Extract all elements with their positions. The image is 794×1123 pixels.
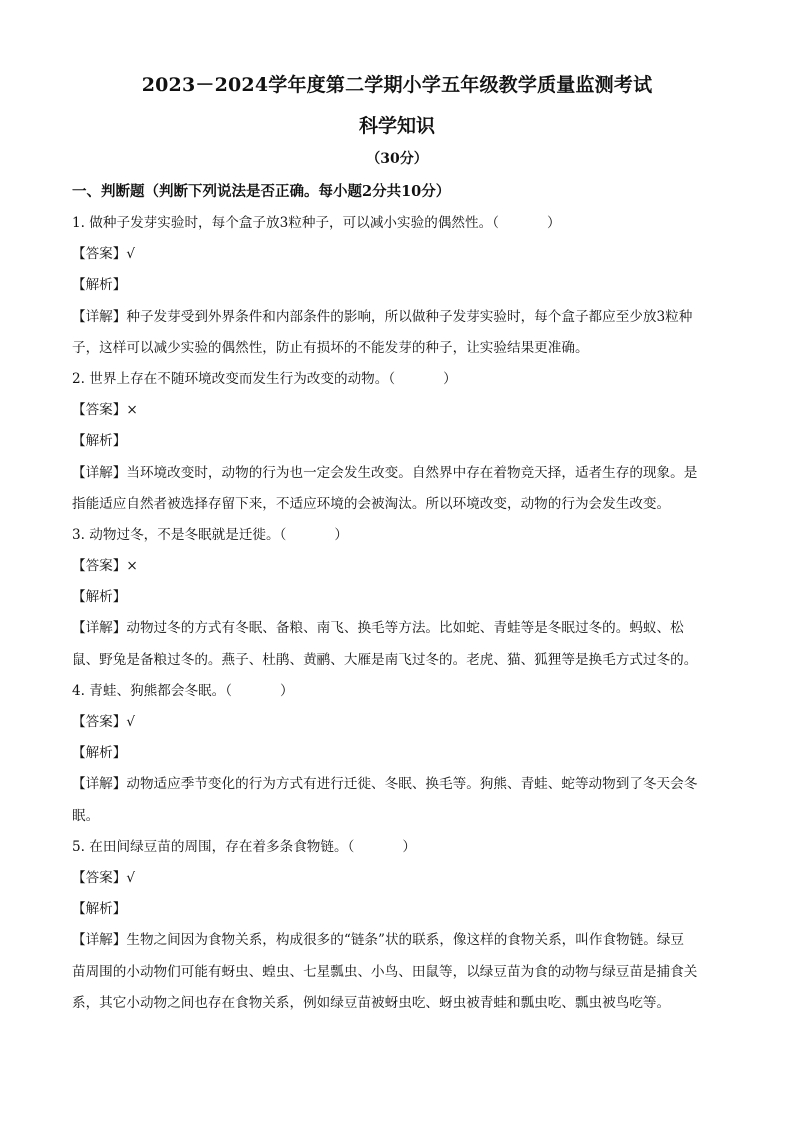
answer-value: ×: [126, 558, 138, 575]
detail-label: 【详解】: [72, 308, 127, 325]
answer-value: ×: [126, 402, 138, 419]
section-heading: 一、判断题（判断下列说法是否正确。每小题2分共10分）: [72, 183, 451, 200]
detail-text: 动物过冬的方式有冬眠、备粮、南飞、换毛等方法。比如蛇、青蛙等是冬眠过冬的。蚂蚁、松: [126, 620, 684, 637]
analysis-line: [72, 270, 722, 301]
detail-text: 眠。: [72, 807, 100, 824]
question-text: 在田间绿豆苗的周围，存在着多条食物链。: [89, 838, 348, 855]
answer-blank-close: ）: [280, 682, 294, 699]
detail-text: 鼠、野兔是备粮过冬的。燕子、杜鹃、黄鹂、大雁是南飞过冬的。老虎、猫、狐狸等是换毛方式过冬的。: [72, 651, 698, 668]
exam-title: 2023－2024学年度第二学期小学五年级教学质量监测考试: [141, 74, 653, 96]
answer-label: 【答案】: [72, 246, 127, 263]
analysis-line: [72, 426, 722, 457]
detail-line: [72, 489, 722, 520]
analysis-line: [72, 894, 722, 925]
answer-label: 【答案】: [72, 402, 127, 419]
detail-line: [72, 988, 722, 1019]
detail-text: 苗周围的小动物们可能有蚜虫、蝗虫、七星瓢虫、小鸟、田鼠等，以绿豆苗为食的动物与绿豆苗是捕食关: [72, 963, 698, 980]
question-text: 动物过冬，不是冬眠就是迁徙。: [89, 526, 280, 543]
subject-title: 科学知识: [358, 115, 435, 137]
question-text: 做种子发芽实验时，每个盒子放3粒种子，可以减小实验的偶然性。: [89, 215, 493, 231]
detail-label: 【详解】: [72, 932, 127, 949]
answer-line: [72, 707, 722, 738]
detail-text: 当环境改变时，动物的行为也一定会发生改变。自然界中存在着物竞天择，适者生存的现象。是: [126, 464, 698, 481]
detail-line: [72, 769, 722, 800]
question-number: 1.: [72, 215, 90, 231]
question-line: [72, 676, 722, 707]
detail-line: [72, 957, 722, 988]
answer-blank-open: （: [388, 370, 396, 387]
detail-line: [72, 925, 722, 956]
answer-label: 【答案】: [72, 869, 127, 886]
question-number: 4.: [72, 682, 90, 699]
answer-blank-open: （: [347, 838, 355, 855]
answer-blank-close: ）: [443, 370, 457, 387]
analysis-label: 【解析】: [72, 433, 127, 450]
answer-line: [72, 551, 722, 582]
question-text: 世界上存在不随环境改变而发生行为改变的动物。: [89, 370, 389, 387]
answer-blank-open: （: [225, 682, 233, 699]
answer-line: [72, 863, 722, 894]
analysis-line: [72, 582, 722, 613]
question-number: 2.: [72, 370, 90, 387]
detail-text: 子，这样可以减少实验的偶然性，防止有损坏的不能发芽的种子，让实验结果更准确。: [72, 339, 589, 356]
answer-value: √: [126, 246, 136, 263]
answer-value: √: [126, 869, 136, 886]
question-number: 3.: [72, 526, 90, 543]
question-line: [72, 364, 722, 395]
question-line: [72, 520, 722, 551]
answer-line: [72, 395, 722, 426]
detail-line: [72, 613, 722, 644]
answer-line: [72, 239, 722, 270]
detail-label: 【详解】: [72, 464, 127, 481]
detail-line: [72, 801, 722, 832]
answer-value: √: [126, 714, 136, 730]
detail-line: [72, 645, 722, 676]
answer-label: 【答案】: [72, 714, 127, 730]
analysis-label: 【解析】: [72, 901, 127, 918]
detail-text: 系，其它小动物之间也存在食物关系，例如绿豆苗被蚜虫吃、蚜虫被青蛙和瓢虫吃、瓢虫被鸟吃等。: [72, 994, 671, 1011]
question-text: 青蛙、狗熊都会冬眠。: [89, 682, 226, 699]
score-label: （30分）: [366, 151, 428, 167]
analysis-label: 【解析】: [72, 589, 127, 606]
question-list: [72, 208, 722, 1019]
answer-blank-open: （: [279, 526, 287, 543]
answer-label: 【答案】: [72, 558, 127, 575]
detail-text: 动物适应季节变化的行为方式有进行迁徙、冬眠、换毛等。狗熊、青蛙、蛇等动物到了冬天会冬: [126, 776, 698, 793]
answer-blank-close: ）: [402, 838, 416, 855]
detail-text: 种子发芽受到外界条件和内部条件的影响，所以做种子发芽实验时，每个盒子都应至少放3粒种: [126, 308, 693, 325]
detail-text: 指能适应自然者被选择存留下来，不适应环境的会被淘汰。所以环境改变，动物的行为会发生改变。: [72, 495, 671, 512]
answer-blank-close: ）: [334, 526, 348, 543]
question-line: [72, 208, 722, 239]
detail-line: [72, 458, 722, 489]
detail-line: [72, 333, 722, 364]
detail-line: [72, 302, 722, 333]
answer-blank-open: （: [492, 215, 499, 231]
detail-text: 生物之间因为食物关系，构成很多的“链条”状的联系，像这样的食物关系，叫作食物链。绿豆: [126, 932, 685, 949]
analysis-label: 【解析】: [72, 277, 127, 294]
analysis-line: [72, 738, 722, 769]
detail-label: 【详解】: [72, 776, 127, 793]
detail-label: 【详解】: [72, 620, 127, 637]
question-number: 5.: [72, 838, 90, 855]
answer-blank-close: ）: [546, 215, 561, 231]
question-line: [72, 832, 722, 863]
analysis-label: 【解析】: [72, 745, 127, 762]
